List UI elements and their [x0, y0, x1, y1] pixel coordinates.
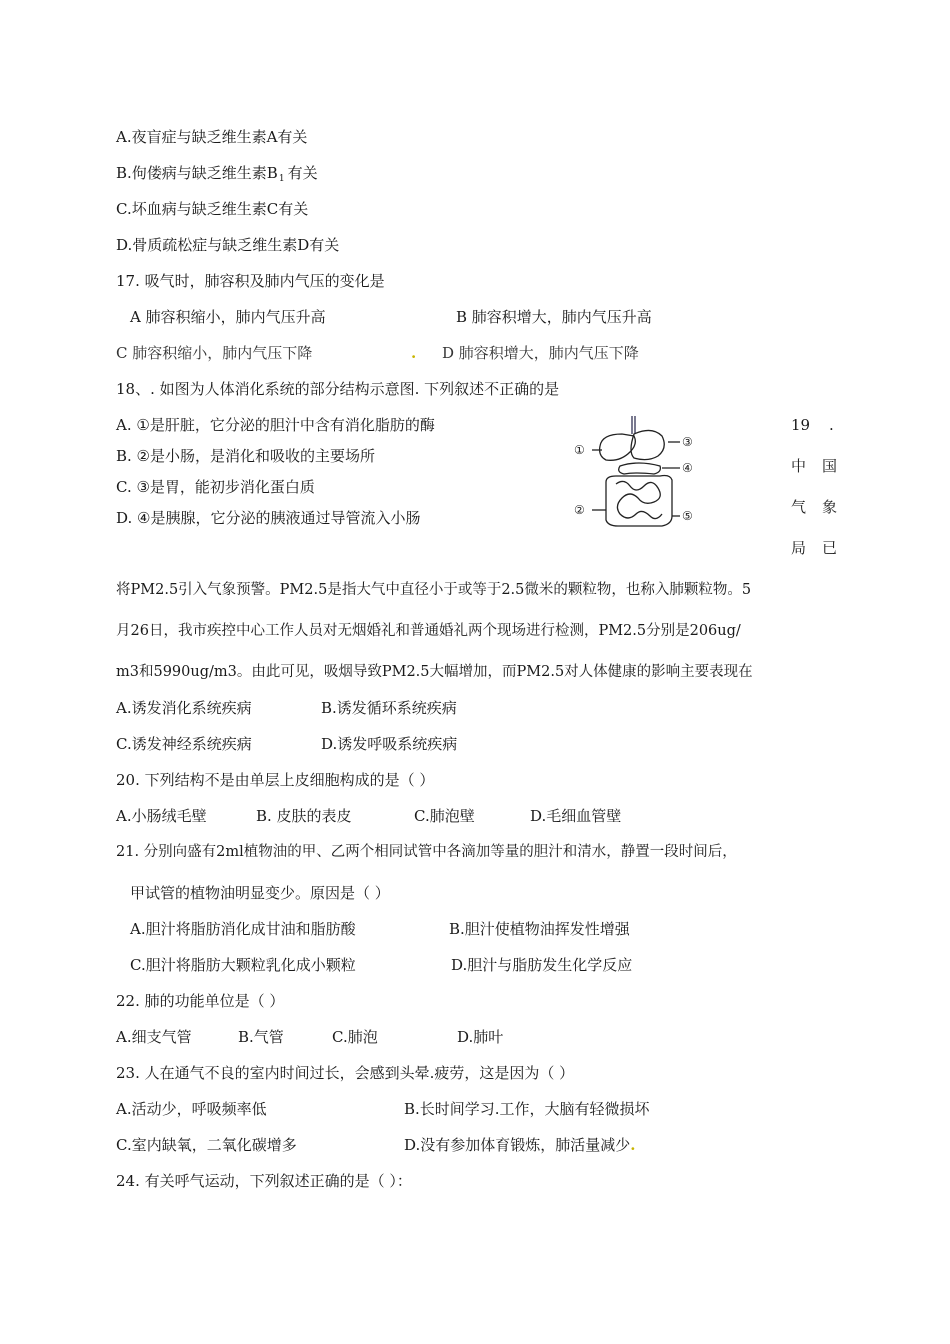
q17-option-b: B 肺容积增大，肺内气压升高	[456, 308, 652, 326]
q19-side-char-3: 气	[791, 498, 807, 516]
q22-option-a: A.细支气管	[116, 1028, 192, 1046]
q19-line-3: m3和5990ug/m3。由此可见，吸烟导致PM2.5大幅增加，而PM2.5对人体健康的影响主要表现在	[116, 664, 753, 680]
q16-option-c: C.坏血病与缺乏维生素C有关	[116, 200, 309, 218]
q18-option-d: D. ④是胰腺，它分泌的胰液通过导管流入小肠	[116, 509, 421, 527]
q19-side-char-4: 象	[822, 498, 838, 516]
q16-option-a: A.夜盲症与缺乏维生素A有关	[116, 128, 308, 146]
q23-option-d	[404, 1135, 636, 1155]
q19-side-char-2: 国	[822, 457, 838, 475]
q23-option-a: A.活动少，呼吸频率低	[116, 1100, 267, 1118]
q23-option-d-dot: .	[630, 1136, 636, 1154]
q21-stem-line-2: 甲试管的植物油明显变少。原因是（ ）	[130, 884, 390, 902]
q16-option-b	[116, 163, 318, 189]
q19-side-char-5: 局	[791, 539, 807, 557]
diagram-label-5: ⑤	[682, 509, 693, 523]
q17-stem: 17. 吸气时，肺容积及肺内气压的变化是	[116, 272, 385, 290]
q21-option-c: C.胆汁将脂肪大颗粒乳化成小颗粒	[130, 956, 356, 974]
q16-option-b-subscript: 1	[278, 174, 285, 184]
q20-option-c: C.肺泡壁	[414, 807, 475, 825]
q19-number: 19	[791, 416, 811, 434]
small-intestine-coils	[616, 481, 662, 518]
q18-stem: 18、. 如图为人体消化系统的部分结构示意图. 下列叙述不正确的是	[116, 380, 560, 398]
pancreas-shape	[619, 463, 661, 474]
q23-option-d-text: D.没有参加体育锻炼，肺活量减少	[404, 1136, 631, 1154]
q17-option-c: C 肺容积缩小，肺内气压下降	[116, 344, 313, 362]
q19-option-c: C.诱发神经系统疾病	[116, 735, 252, 753]
diagram-label-3: ③	[682, 435, 693, 449]
q24-stem: 24. 有关呼气运动，下列叙述正确的是（ ）：	[116, 1172, 412, 1190]
q21-option-a: A.胆汁将脂肪消化成甘油和脂肪酸	[130, 920, 356, 938]
q16-option-b-text: B.佝偻病与缺乏维生素B	[116, 164, 278, 182]
q23-stem: 23. 人在通气不良的室内时间过长，会感到头晕.疲劳，这是因为（ ）	[116, 1064, 575, 1082]
q19-line-1: 将PM2.5引入气象预警。PM2.5是指大气中直径小于或等于2.5微米的颗粒物，也称入肺颗粒物。5	[116, 582, 752, 598]
q23-option-c: C.室内缺氧，二氧化碳增多	[116, 1136, 297, 1154]
q19-side-char-6: 已	[822, 539, 838, 557]
liver-shape	[600, 434, 636, 460]
q19-line-2: 月26日，我市疾控中心工作人员对无烟婚礼和普通婚礼两个现场进行检测，PM2.5分别是206ug/	[116, 623, 741, 639]
q21-stem-line-1: 21. 分别向盛有2ml植物油的甲、乙两个相同试管中各滴加等量的胆汁和清水，静置一段时间后，	[116, 844, 737, 860]
q19-option-b: B.诱发循环系统疾病	[321, 699, 457, 717]
q17-mark: .	[411, 344, 417, 362]
stomach-shape	[631, 430, 664, 459]
diagram-label-2: ②	[574, 503, 585, 517]
q19-side-char-1: 中	[791, 457, 807, 475]
q22-option-b: B.气管	[238, 1028, 284, 1046]
q21-option-d: D.胆汁与脂肪发生化学反应	[451, 956, 633, 974]
q20-option-b: B. 皮肤的表皮	[256, 807, 352, 825]
q16-option-d: D.骨质疏松症与缺乏维生素D有关	[116, 236, 340, 254]
q16-option-b-end: 有关	[287, 164, 318, 182]
q22-option-c: C.肺泡	[332, 1028, 378, 1046]
q21-option-b: B.胆汁使植物油挥发性增强	[449, 920, 630, 938]
q20-stem: 20. 下列结构不是由单层上皮细胞构成的是（ ）	[116, 771, 435, 789]
q19-option-d: D.诱发呼吸系统疾病	[321, 735, 458, 753]
large-intestine-shape	[606, 476, 672, 527]
q22-stem: 22. 肺的功能单位是（ ）	[116, 992, 285, 1010]
q19-option-a: A.诱发消化系统疾病	[116, 699, 252, 717]
q20-option-d: D.毛细血管壁	[530, 807, 622, 825]
q20-option-a: A.小肠绒毛壁	[116, 807, 207, 825]
digestive-system-diagram	[572, 412, 702, 532]
diagram-label-4: ④	[682, 461, 693, 475]
q19-dot: .	[829, 416, 834, 434]
diagram-label-1: ①	[574, 443, 585, 457]
q23-option-b: B.长时间学习.工作，大脑有轻微损坏	[404, 1100, 650, 1118]
q18-option-a: A. ①是肝脏，它分泌的胆汁中含有消化脂肪的酶	[116, 416, 435, 434]
q17-option-a: A 肺容积缩小，肺内气压升高	[130, 308, 326, 326]
q18-option-b: B. ②是小肠，是消化和吸收的主要场所	[116, 447, 376, 465]
q17-option-d: D 肺容积增大，肺内气压下降	[442, 344, 639, 362]
q18-option-c: C. ③是胃，能初步消化蛋白质	[116, 478, 315, 496]
q22-option-d: D.肺叶	[457, 1028, 504, 1046]
